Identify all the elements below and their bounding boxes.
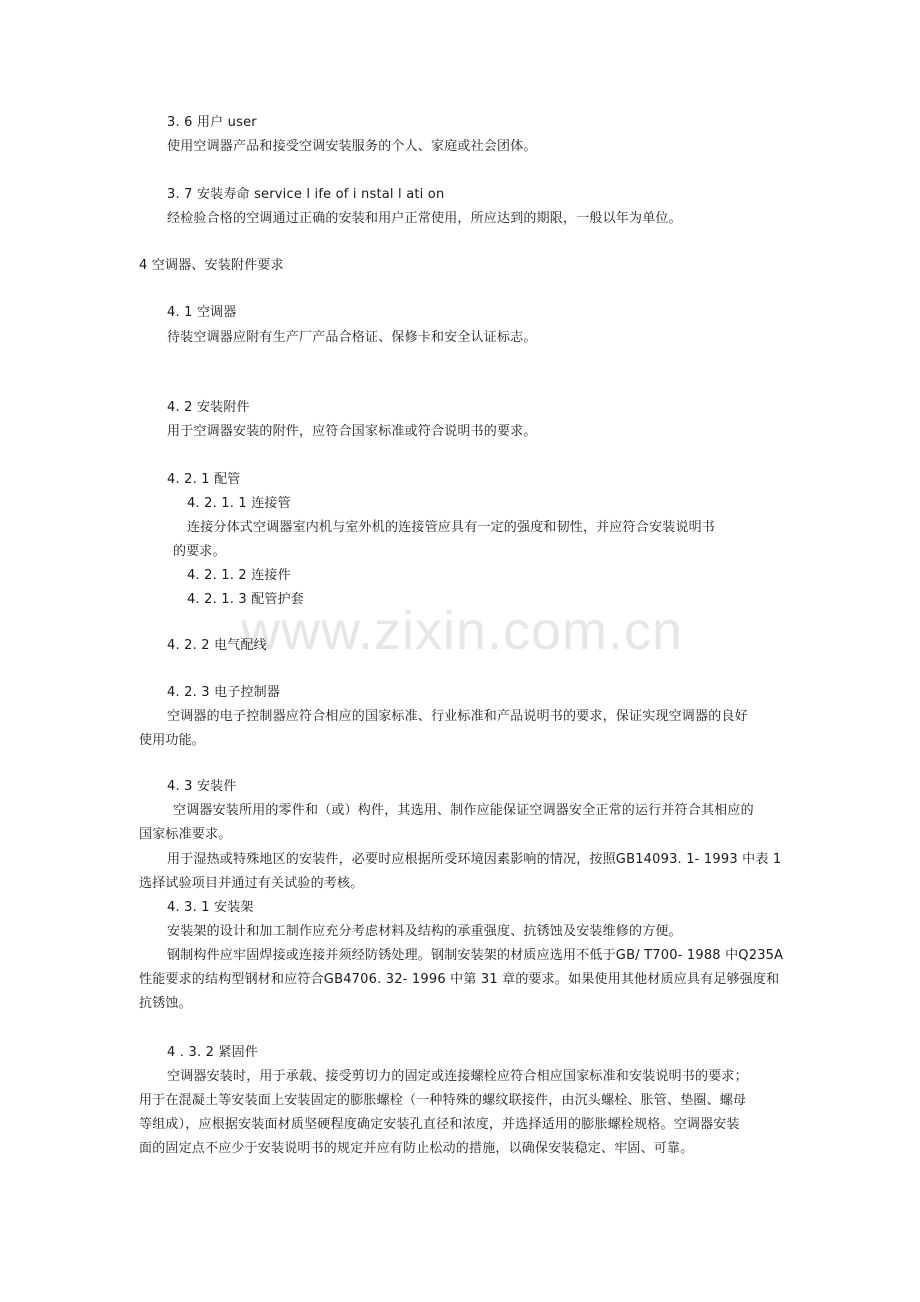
- section-heading-4-1: 4. 1 空调器: [167, 305, 237, 320]
- paragraph-line: 国家标准要求。: [139, 827, 232, 842]
- paragraph-line: 空调器的电子控制器应符合相应的国家标准、行业标准和产品说明书的要求，保证实现空调器的良好: [167, 709, 748, 724]
- paragraph-line: 面的固定点不应少于安装说明书的规定并应有防止松动的措施，以确保安装稳定、牢固、可靠。: [139, 1141, 694, 1156]
- section-heading-4-2-1: 4. 2. 1 配管: [167, 472, 241, 487]
- section-heading-4-3-1: 4. 3. 1 安装架: [167, 900, 254, 915]
- chapter-heading-4: 4 空调器、安装附件要求: [139, 258, 284, 273]
- section-heading-4-2-3: 4. 2. 3 电子控制器: [167, 685, 281, 700]
- paragraph-line: 使用空调器产品和接受空调安装服务的个人、家庭或社会团体。: [167, 139, 537, 154]
- section-heading-3-6: 3. 6 用户 user: [167, 115, 257, 130]
- paragraph-line: 经检验合格的空调通过正确的安装和用户正常使用，所应达到的期限，一般以年为单位。: [167, 211, 682, 226]
- section-heading-4-3: 4. 3 安装件: [167, 779, 237, 794]
- watermark: www.zixin.com.cn: [240, 601, 684, 661]
- paragraph-line: 抗锈蚀。: [139, 996, 192, 1011]
- section-heading-4-2-1-3: 4. 2. 1. 3 配管护套: [187, 592, 305, 607]
- section-heading-4-2: 4. 2 安装附件: [167, 400, 250, 415]
- paragraph-line: 使用功能。: [139, 733, 206, 748]
- paragraph-line: 等组成），应根据安装面材质坚硬程度确定安装孔直径和浓度，并选择适用的膨胀螺栓规格。空调器安装: [139, 1117, 740, 1132]
- paragraph-line: 安装架的设计和加工制作应充分考虑材料及结构的承重强度、抗锈蚀及安装维修的方便。: [167, 924, 682, 939]
- paragraph-line: 空调器安装时，用于承载、接受剪切力的固定或连接螺栓应符合相应国家标准和安装说明书的要求；: [167, 1069, 748, 1084]
- paragraph-line: 用于湿热或特殊地区的安装件，必要时应根据所受环境因素影响的情况，按照GB14093. 1- 1993 中表 1: [167, 852, 782, 867]
- paragraph-line: 用于空调器安装的附件，应符合国家标准或符合说明书的要求。: [167, 424, 537, 439]
- section-heading-4-2-2: 4. 2. 2 电气配线: [167, 638, 267, 653]
- paragraph-line: 选择试验项目并通过有关试验的考核。: [139, 876, 364, 891]
- section-heading-3-7: 3. 7 安装寿命 service l ife of i nstal l ati on: [167, 187, 445, 202]
- paragraph-line: 待装空调器应附有生产厂产品合格证、保修卡和安全认证标志。: [167, 330, 537, 345]
- paragraph-line: 空调器安装所用的零件和（或）构件，其选用、制作应能保证空调器安全正常的运行并符合其相应的: [173, 803, 754, 818]
- paragraph-line: 钢制构件应牢固焊接或连接并须经防锈处理。钢制安装架的材质应选用不低于GB/ T700- 1988 中Q235A: [167, 948, 784, 963]
- section-heading-4-2-1-2: 4. 2. 1. 2 连接件: [187, 568, 291, 583]
- paragraph-line: 的要求。: [173, 544, 226, 559]
- section-heading-4-3-2: 4 . 3. 2 紧固件: [167, 1045, 259, 1060]
- section-heading-4-2-1-1: 4. 2. 1. 1 连接管: [187, 496, 291, 511]
- paragraph-line: 性能要求的结构型钢材和应符合GB4706. 32- 1996 中第 31 章的要求。如果使用其他材质应具有足够强度和: [139, 972, 780, 987]
- paragraph-line: 用于在混凝土等安装面上安装固定的膨胀螺栓（一种特殊的螺纹联接件，由沉头螺栓、胀管、垫圈、螺母: [139, 1093, 747, 1108]
- paragraph-line: 连接分体式空调器室内机与室外机的连接管应具有一定的强度和韧性，并应符合安装说明书: [187, 520, 716, 535]
